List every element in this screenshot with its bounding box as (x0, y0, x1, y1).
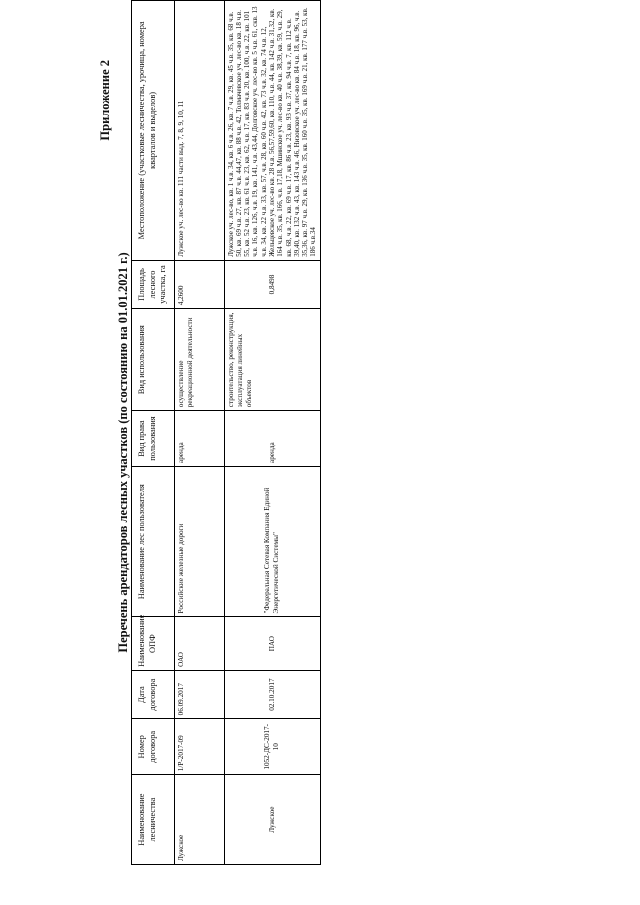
header-area: Площадь лесного участка, га (132, 260, 175, 309)
cell-user: "Федеральная Сетевая Компания Единой Энергетической Системы" (224, 467, 320, 617)
header-forestry: Наименование лесничества (132, 775, 175, 865)
cell-use: строительство, реконструкция, эксплуатация линейных объектов (224, 309, 320, 411)
cell-contract-no: 1/Р-2017-09 (174, 719, 224, 775)
cell-location: Лужское уч. лес-во, кв. 1 ч.в. 34, кв. 6 ч.в. 26, кв. 7 ч.в. 29, кв. 45 ч.в. 35, кв. 68 ч.в. 50, кв. 69 ч.в. 27, кв. 87 ч.в. 44,47, кв. 88 ч.в. 42, Толмачевское уч. лес-во кв. 18 ч.в. 55, кв. 52 ч.в. 23, кв. 61 ч.в. 23, кв. 62, ч.в. 17, кв. 83 ч.в. 20, кв. 100, ч.в. 22, кв. 101 ч.в. 16, кв. 126, ч.в. 19, кв. 141, ч.в. 43,44, Долговское уч. лес-во кв. 5 ч.в. 61, скв. 13 ч.в. 34, кв. 22 ч.в. 33, кв. 57, ч.в. 28, кв. 60 ч.в. 42, кв. 73 ч.в. 32, кв. 74 ч.в. 12, Жельцевское уч. лес-во кв. 28 ч.в. 56,57,59,60, кв. 110, ч.в. 44, кв. 142 ч.в. 31,32, кв. 164 ч.в. 35, кв. 166, ч.в. 17,18, Мшинское уч. лес-во кв. 40 ч.в. 38,39, кв. 59, ч.в. 29, кв. 68, ч.в. 22, кв. 69 ч.в. 17, кв. 86 ч.в. 23, кв. 93 ч.в. 37, кв. 94 ч.в. 7, кв. 112 ч.в. 39,40, кв. 132 ч.в. 43, кв. 143 ч.в. 46, Низовское уч. лес-во кв. 84 ч.в. 18, кв. 96, ч.в. 35,36, кв. 97 ч.в. 29, кв. 136 ч.в. 35, кв. 160 ч.в. 35, кв. 169 ч.в. 21, кв. 177 ч.в. 53, кв. 186 ч.в.34 (224, 1, 320, 261)
cell-date: 02.10.2017 (224, 670, 320, 719)
tenants-table (131, 0, 321, 865)
cell-right: аренда (224, 411, 320, 467)
header-user: Наименование лес пользователя (132, 467, 175, 617)
appendix-label: Приложение 2 (98, 60, 112, 141)
header-date: Дата договора (132, 670, 175, 719)
cell-location: Лужское уч. лес-во кв. 111 части выд. 7, 8, 9, 10, 11 (174, 1, 224, 261)
cell-user: Российские железные дороги (174, 467, 224, 617)
cell-opf: ОАО (174, 617, 224, 670)
header-use: Вид использования (132, 309, 175, 411)
header-right: Вид права пользования (132, 411, 175, 467)
cell-area: 4,2600 (174, 260, 224, 309)
table-row (224, 1, 320, 865)
cell-forestry: Лужское (174, 775, 224, 865)
header-contract-no: Номер договора (132, 719, 175, 775)
cell-use: осуществление рекреационной деятельности (174, 309, 224, 411)
cell-forestry: Лужское (224, 775, 320, 865)
cell-area: 0,8498 (224, 260, 320, 309)
header-location: Местоположение (участковые лесничества, урочища, номера кварталов и выделов) (132, 1, 175, 261)
page-title: Перечень арендаторов лесных участков (по состоянию на 01.01.2021 г.) (116, 252, 130, 653)
cell-contract-no: 1052-ДС-2017-10 (224, 719, 320, 775)
cell-right: аренда (174, 411, 224, 467)
table-row (174, 1, 224, 865)
cell-date: 06.09.2017 (174, 670, 224, 719)
table-header-row (132, 1, 175, 865)
cell-opf: ПАО (224, 617, 320, 670)
header-opf: Наименование ОПФ (132, 617, 175, 670)
